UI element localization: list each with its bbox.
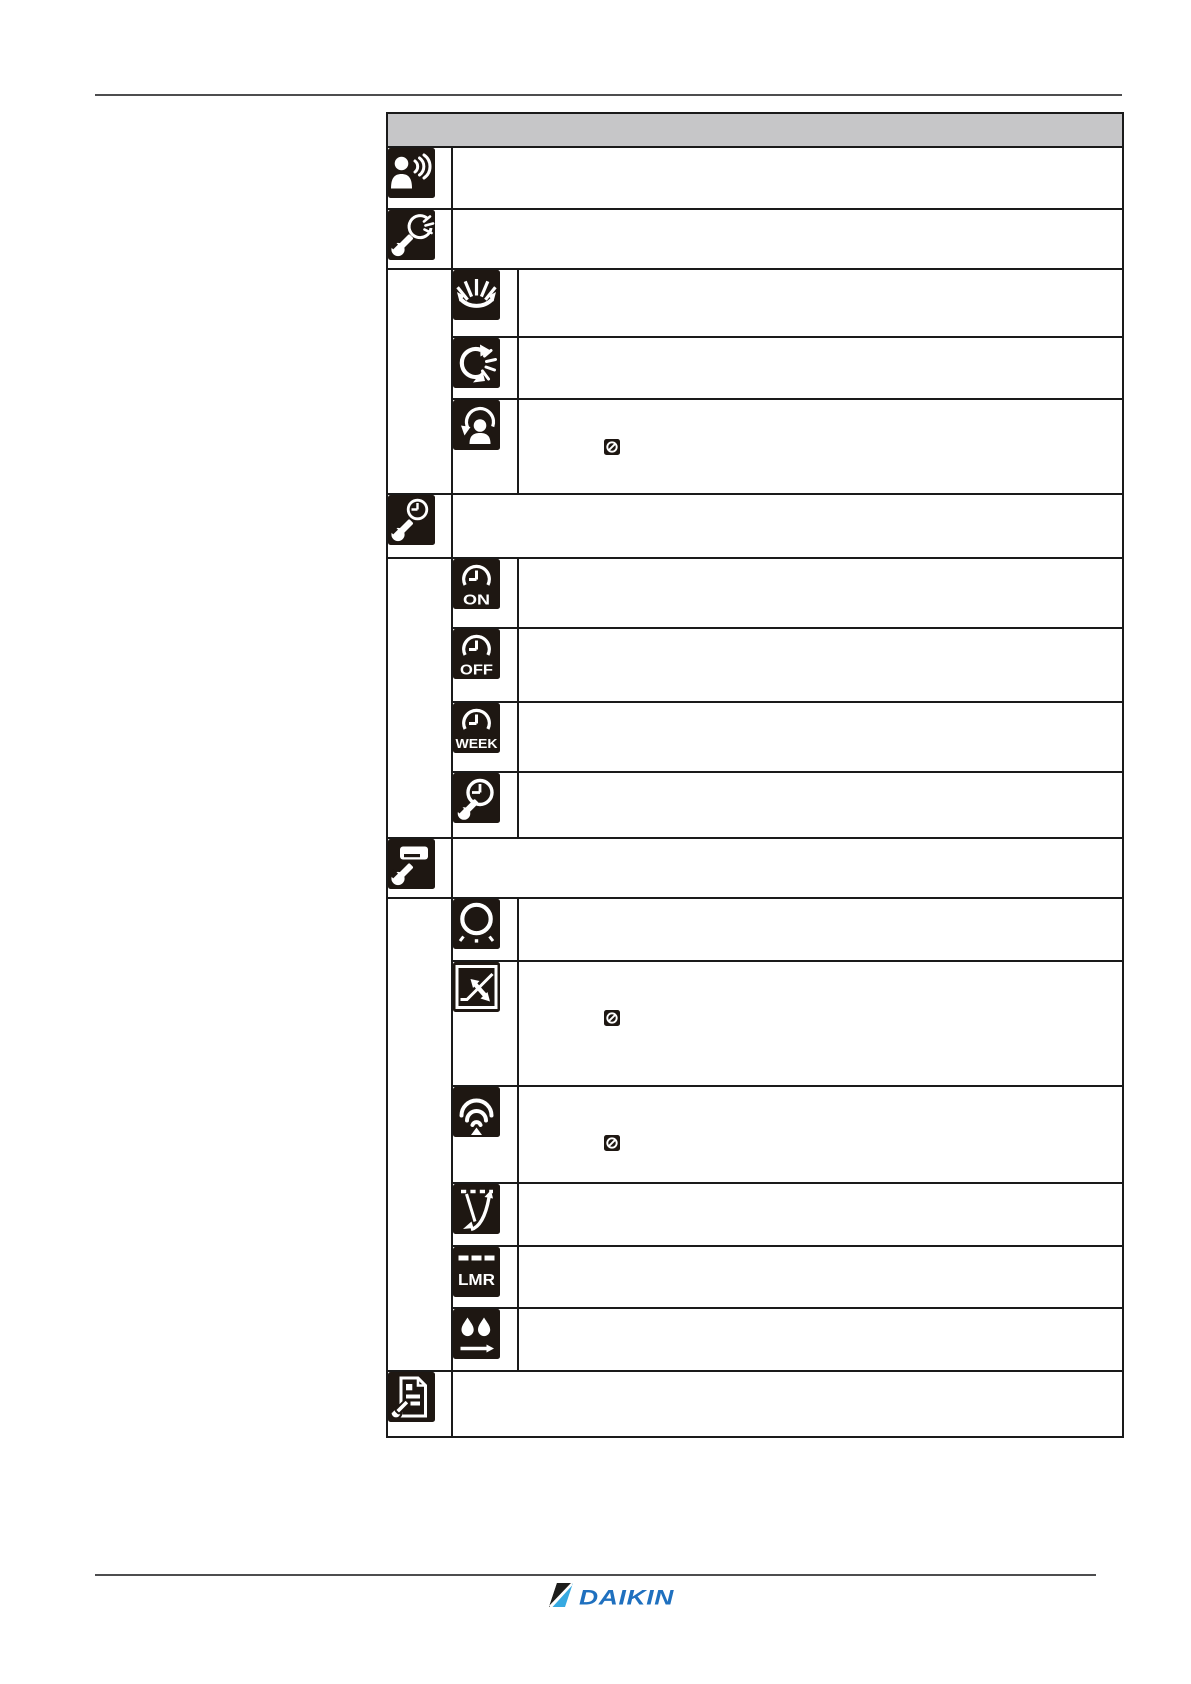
indicator-lamp-icon <box>453 899 500 949</box>
description-cell <box>518 1246 1123 1308</box>
table-row-voice <box>387 147 1123 209</box>
table-row-document <box>387 1371 1123 1437</box>
prohibition-icon <box>604 1135 620 1151</box>
icon-cell <box>452 961 518 1086</box>
setback-curve-icon <box>453 1184 500 1234</box>
icon-cell <box>452 269 518 337</box>
wrench-clock-icon <box>388 495 435 545</box>
wireless-signal-icon <box>453 1087 500 1137</box>
lmr-label: LMR <box>458 1272 495 1289</box>
table-header-cell <box>387 113 1123 147</box>
table-row-wrench-unit <box>387 838 1123 898</box>
icon-cell <box>387 147 452 209</box>
off-timer-label: OFF <box>460 662 494 679</box>
icon-cell <box>452 1086 518 1183</box>
icon-cell <box>387 209 452 269</box>
setpoint-graph-icon <box>453 962 500 1012</box>
icon-cell <box>452 702 518 772</box>
table-header-row <box>387 113 1123 147</box>
icon-cell <box>387 838 452 898</box>
weekly-timer-label: WEEK <box>455 737 498 751</box>
off-timer-icon <box>453 629 500 679</box>
group-anchor-cell <box>387 558 452 838</box>
description-cell <box>518 337 1123 399</box>
icon-cell <box>452 628 518 702</box>
top-rule <box>95 94 1122 96</box>
table-row-setpoint <box>387 961 1123 1086</box>
description-cell <box>518 702 1123 772</box>
icon-cell <box>452 558 518 628</box>
icon-cell <box>387 1371 452 1437</box>
person-airflow-icon <box>453 400 500 450</box>
description-cell <box>518 772 1123 838</box>
icon-cell <box>452 1246 518 1308</box>
description-cell <box>518 399 1123 494</box>
description-cell <box>518 558 1123 628</box>
table-row-on-timer <box>387 558 1123 628</box>
icon-cell <box>452 1308 518 1371</box>
description-cell <box>452 147 1123 209</box>
footer-rule <box>95 1574 1096 1576</box>
description-cell <box>518 961 1123 1086</box>
description-cell <box>518 1086 1123 1183</box>
description-cell <box>518 628 1123 702</box>
prohibition-icon <box>604 1010 620 1026</box>
table-row-weekly-timer <box>387 702 1123 772</box>
table-row-clock-wrench <box>387 772 1123 838</box>
voice-person-icon <box>388 148 435 198</box>
logo-text: DAIKIN <box>579 1586 675 1610</box>
daikin-logo <box>547 1580 679 1610</box>
group-anchor-cell <box>387 269 452 494</box>
table-row-setback <box>387 1183 1123 1246</box>
table-row-drops <box>387 1308 1123 1371</box>
description-cell <box>518 269 1123 337</box>
description-cell <box>452 209 1123 269</box>
description-cell <box>518 898 1123 961</box>
table-row-wrench-airflow <box>387 209 1123 269</box>
prohibition-icon <box>604 439 620 455</box>
lmr-icon <box>453 1247 500 1297</box>
table-row-off-timer <box>387 628 1123 702</box>
table-row-rotate <box>387 337 1123 399</box>
table-row-lamp <box>387 898 1123 961</box>
table-row-person-airflow <box>387 399 1123 494</box>
water-drops-icon <box>453 1309 500 1359</box>
description-cell <box>452 838 1123 898</box>
icon-cell <box>452 898 518 961</box>
airflow-rotate-icon <box>453 338 500 388</box>
wrench-airflow-icon <box>388 210 435 260</box>
description-cell <box>518 1183 1123 1246</box>
features-table <box>386 112 1124 1438</box>
clock-wrench-icon <box>453 773 500 823</box>
on-timer-label: ON <box>463 591 490 609</box>
table-row-wrench-clock <box>387 494 1123 558</box>
table-row-swing <box>387 269 1123 337</box>
table-row-lmr <box>387 1246 1123 1308</box>
description-cell <box>452 494 1123 558</box>
description-cell <box>452 1371 1123 1437</box>
icon-cell <box>452 772 518 838</box>
group-anchor-cell <box>387 898 452 1371</box>
on-timer-icon <box>453 559 500 609</box>
table-row-wireless <box>387 1086 1123 1183</box>
icon-cell <box>452 1183 518 1246</box>
icon-cell <box>452 337 518 399</box>
wrench-indoor-unit-icon <box>388 839 435 889</box>
icon-cell <box>452 399 518 494</box>
description-cell <box>518 1308 1123 1371</box>
airflow-swing-icon <box>453 270 500 320</box>
document-wrench-icon <box>388 1372 435 1422</box>
icon-cell <box>387 494 452 558</box>
weekly-timer-icon <box>453 703 500 753</box>
